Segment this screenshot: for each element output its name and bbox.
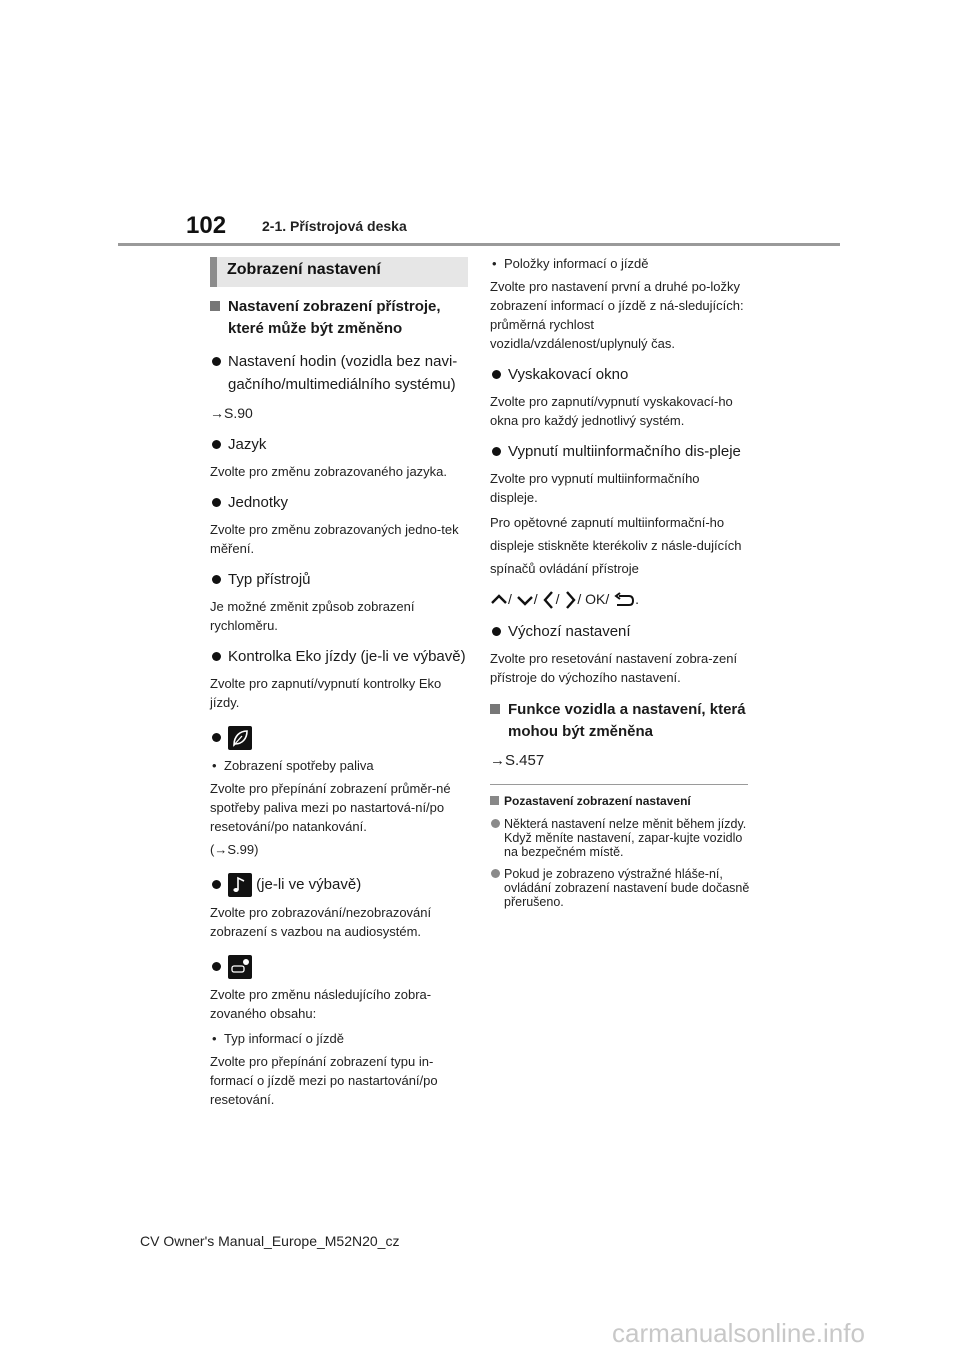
bullet-icon: [212, 357, 221, 366]
item-popup: Vyskakovací okno: [490, 363, 750, 386]
left-column: [210, 296, 472, 1113]
square-marker-icon: [490, 704, 500, 714]
items-subitem: • Položky informací o jízdě: [490, 254, 750, 273]
section-heading-box: [210, 257, 468, 287]
fuel-subitem: • Zobrazení spotřeby paliva: [210, 756, 472, 775]
mid-text2: Pro opětovné zapnutí multiinformační-ho displeje stiskněte kterékoliv z násle-dujících spínačů ovládání přístroje: [490, 515, 742, 576]
leaf-icon: [228, 726, 252, 750]
item-default: Výchozí nastavení: [490, 620, 750, 643]
bullet-icon: [212, 575, 221, 584]
chevron-down-icon: [516, 593, 534, 607]
mid-text: Zvolte pro vypnutí multiinformačního displeje.: [490, 471, 700, 505]
items-text: Zvolte pro nastavení první a druhé po-ložky zobrazení informací o jízdě z ná-sledujících: průměrná rychlost vozidla/vzdálenost/uplynulý čas.: [490, 279, 744, 351]
item-drive-info: [210, 955, 472, 979]
bullet-icon: [212, 733, 221, 742]
item-eco: Kontrolka Eko jízdy (je-li ve výbavě): [210, 645, 472, 668]
bullet-icon: [212, 440, 221, 449]
func-heading: Funkce vozidla a nastavení, která mohou být změněna: [490, 699, 750, 743]
trip-subitem: • Typ informací o jízdě: [210, 1029, 472, 1048]
clock-ref: →S.90: [210, 405, 253, 421]
ok-button-label: OK: [585, 591, 606, 607]
fuel-ref: (→S.99): [210, 842, 259, 858]
music-note-icon: [228, 873, 252, 897]
note-item: Některá nastavení nelze měnit během jízdy. Když měníte nastavení, zapar-kujte vozidlo na bezpečném místě.: [490, 817, 750, 859]
chevron-right-icon: [563, 590, 577, 610]
square-marker-icon: [490, 796, 499, 805]
section-heading: Zobrazení nastavení: [227, 261, 381, 278]
header-rule: [118, 243, 840, 246]
square-marker-icon: [210, 301, 220, 311]
note-rule: [490, 784, 748, 785]
bullet-icon: [212, 498, 221, 507]
language-text: Zvolte pro změnu zobrazovaného jazyka.: [210, 464, 448, 479]
item-audio: (je-li ve výbavě): [210, 873, 472, 897]
bullet-icon: [212, 880, 221, 889]
item-mid-off: Vypnutí multiinformačního dis-pleje: [490, 440, 750, 463]
audio-text: Zvolte pro zobrazování/nezobrazování zobrazení s vazbou na audiosystém.: [210, 905, 432, 940]
item-meter-type: Typ přístrojů: [210, 568, 472, 591]
bullet-icon: [212, 652, 221, 661]
item-units: Jednotky: [210, 491, 472, 514]
section-title: 2-1. Přístrojová deska: [262, 218, 407, 234]
eco-text: Zvolte pro zapnutí/vypnutí kontrolky Eko jízdy.: [210, 676, 442, 710]
switch-buttons-row: / / / / OK/ .: [490, 588, 750, 610]
meter-text: Je možné změnit způsob zobrazení rychloměru.: [210, 599, 415, 633]
bullet-icon: [492, 627, 501, 636]
bullet-icon: [491, 869, 500, 878]
item-fuel-icon: [210, 726, 472, 750]
item-clock: Nastavení hodin (vozidla bez navi-gačního/multimediálního systému): [210, 350, 472, 396]
note-item: Pokud je zobrazeno výstražné hláše-ní, ovládání zobrazení nastavení bude dočasně přerušeno.: [490, 867, 750, 909]
page-number: 102: [186, 212, 227, 239]
default-text: Zvolte pro resetování nastavení zobra-zení přístroje do výchozího nastavení.: [490, 651, 738, 686]
subsection-heading: Nastavení zobrazení přístroje, které může být změněno: [210, 296, 472, 340]
popup-text: Zvolte pro zapnutí/vypnutí vyskakovací-ho okna pro každý jednotlivý systém.: [490, 394, 733, 428]
car-info-icon: [228, 955, 252, 979]
note-heading: Pozastavení zobrazení nastavení: [490, 793, 750, 809]
trip-text: Zvolte pro přepínání zobrazení typu in-formací o jízdě mezi po nastartování/po resetování.: [210, 1054, 438, 1108]
fuel-text: Zvolte pro přepínání zobrazení průměr-né spotřeby paliva mezi po nastartová-ní/po resetování/po natankování.: [210, 781, 451, 835]
bullet-icon: [212, 962, 221, 971]
func-ref: →S.457: [490, 752, 545, 770]
right-column: [490, 254, 750, 909]
bullet-icon: [492, 370, 501, 379]
drive-text: Zvolte pro změnu následujícího zobra-zovaného obsahu:: [210, 987, 432, 1022]
chevron-left-icon: [542, 590, 556, 610]
back-arrow-icon: [613, 592, 635, 608]
bullet-icon: [492, 447, 501, 456]
units-text: Zvolte pro změnu zobrazovaných jedno-tek měření.: [210, 522, 459, 556]
watermark: carmanualsonline.info: [612, 1318, 865, 1348]
chevron-up-icon: [490, 593, 508, 607]
item-language: Jazyk: [210, 433, 472, 456]
bullet-icon: [491, 819, 500, 828]
footer-text: CV Owner's Manual_Europe_M52N20_cz: [140, 1233, 400, 1249]
